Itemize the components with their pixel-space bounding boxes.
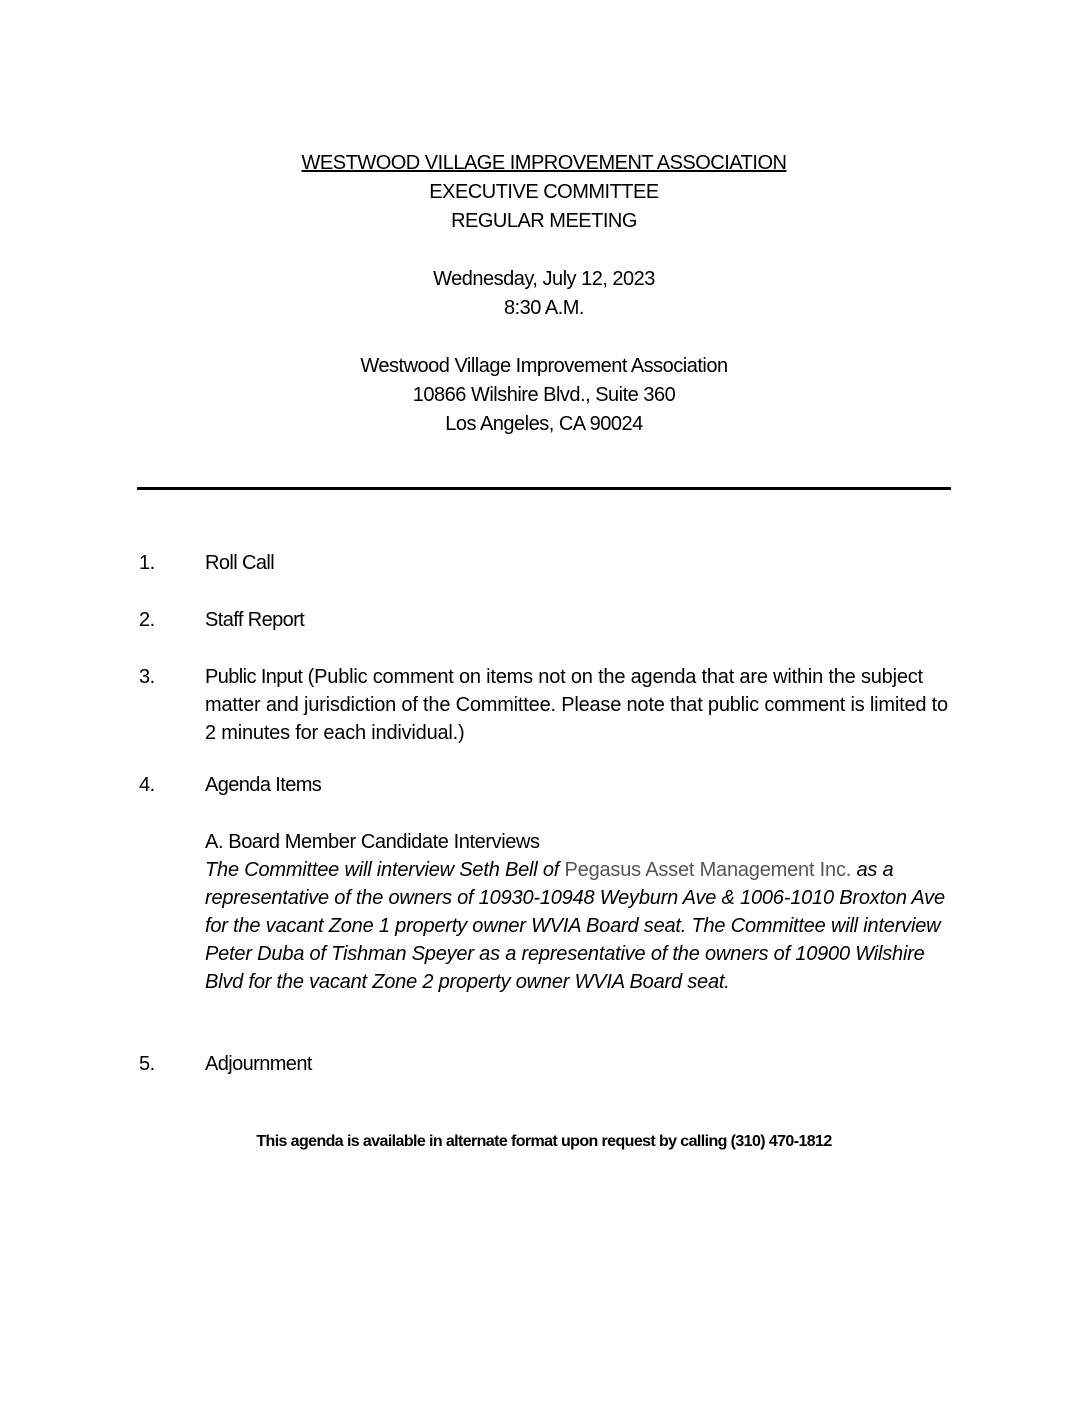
item-number: 1. (139, 552, 155, 574)
item-label: Roll Call (205, 552, 275, 574)
meeting-time: 8:30 A.M. (504, 297, 584, 319)
item-number: 4. (139, 774, 155, 796)
item-number: 5. (139, 1053, 155, 1075)
meeting-type: REGULAR MEETING (451, 210, 637, 232)
header-spacer (0, 236, 1088, 265)
accessibility-note: This agenda is available in alternate format upon request by calling (310) 470-1812 (256, 1133, 832, 1150)
meeting-date: Wednesday, July 12, 2023 (433, 268, 655, 290)
subitem-org-name: Pegasus Asset Management Inc. (564, 859, 852, 881)
item-number: 2. (139, 609, 155, 631)
venue-city: Los Angeles, CA 90024 (445, 413, 643, 435)
org-name: WESTWOOD VILLAGE IMPROVEMENT ASSOCIATION (301, 152, 787, 174)
subitem-description (205, 856, 950, 996)
subitem-text-before: The Committee will interview Seth Bell of (205, 859, 565, 881)
public-input-text (205, 663, 950, 747)
item-label: Staff Report (205, 609, 305, 631)
header-spacer (0, 323, 1088, 352)
item-description: (Public comment on items not on the agenda that are within the subject matter and jurisdiction of the Committee. Please note that public comment is limited to 2 minutes for each individual.) (205, 666, 948, 744)
item-label: Adjournment (205, 1053, 312, 1075)
subitem-text-after: as a representative of the owners of 10930-10948 Weyburn Ave & 1006-1010 Broxton Ave for the vacant Zone 1 property owner WVIA Board seat. The Committee will interview Peter Duba of Tishman Speyer as a representative of the owners of 10900 Wilshire Blvd for the vacant Zone 2 property owner WVIA Board seat. (205, 859, 945, 993)
subitem-title: A. Board Member Candidate Interviews (205, 831, 540, 853)
header-divider (137, 487, 951, 490)
venue-address: 10866 Wilshire Blvd., Suite 360 (412, 384, 676, 406)
agenda-header (0, 149, 1088, 439)
item-label: Agenda Items (205, 774, 322, 796)
committee-name: EXECUTIVE COMMITTEE (429, 181, 659, 203)
venue-name: Westwood Village Improvement Association (360, 355, 728, 377)
item-number: 3. (139, 666, 155, 688)
item-label: Public Input (205, 666, 303, 688)
